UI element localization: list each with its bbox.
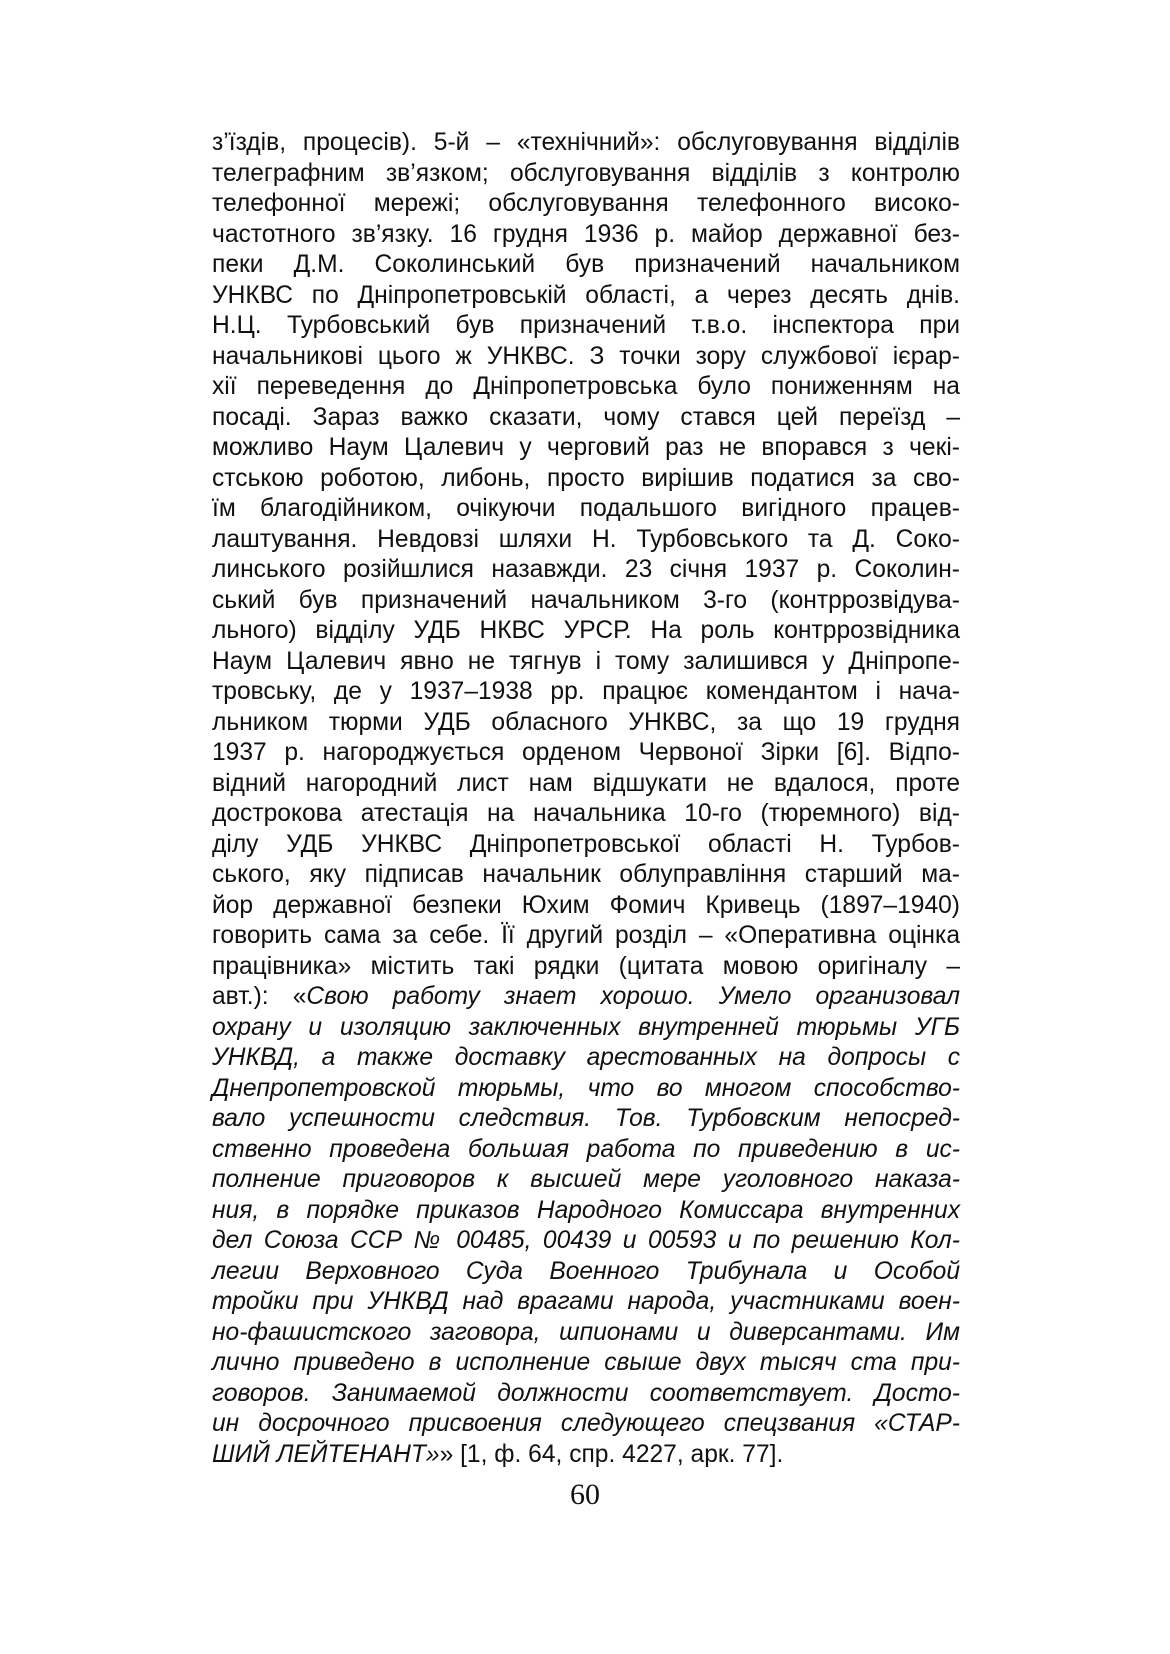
- text-line: [212, 769, 960, 800]
- line-text: » [1, ф. 64, спр. 4227, арк. 77].: [439, 1440, 784, 1468]
- line-text: ського, яку підписав начальник облуправління старший ма-: [212, 861, 960, 888]
- text-line: [212, 555, 960, 586]
- quoted-text: ственно проведена большая работа по приведению в ис-: [212, 1135, 960, 1163]
- text-line: [212, 1104, 960, 1135]
- text-line: [212, 799, 960, 830]
- body-text: [212, 128, 960, 1470]
- quoted-text: Днепропетровской тюрьмы, что во многом способство-: [212, 1074, 960, 1102]
- text-line: [212, 1348, 960, 1379]
- text-line: [212, 830, 960, 861]
- text-line: [212, 1287, 960, 1318]
- quoted-text: тройки при УНКВД над врагами народа, участниками воен-: [212, 1288, 960, 1315]
- line-text: працівника» містить такі рядки (цитата мовою оригіналу –: [212, 952, 960, 980]
- line-text: 1937 р. нагороджується орденом Червоної Зірки [6]. Відпо-: [212, 739, 960, 766]
- quoted-text: УНКВД, а также доставку арестованных на допросы с: [212, 1044, 960, 1071]
- line-text: авт.): «: [212, 983, 307, 1010]
- line-text: ділу УДБ УНКВС Дніпропетровської області Н. Турбов-: [212, 830, 960, 858]
- line-text: ський був призначений начальником 3-го (контррозвідува-: [212, 586, 960, 614]
- line-text: УНКВС по Дніпропетровській області, а через десять днів.: [212, 281, 960, 309]
- line-text: стською роботою, либонь, просто вирішив податися за сво-: [212, 464, 960, 492]
- text-line: [212, 1074, 960, 1105]
- text-line: [212, 464, 960, 495]
- line-text: линського розійшлися назавжди. 23 січня 1937 р. Соколин-: [212, 556, 960, 583]
- text-line: [212, 220, 960, 251]
- text-line: [212, 1135, 960, 1166]
- text-line: [212, 1318, 960, 1349]
- text-line: [212, 1043, 960, 1074]
- quoted-text: говоров. Занимаемой должности соответствует. Досто-: [212, 1379, 960, 1407]
- text-line: [212, 128, 960, 159]
- line-text: посаді. Зараз важко сказати, чому стався цей переїзд –: [212, 403, 960, 431]
- text-line: [212, 1196, 960, 1227]
- text-line: [212, 1257, 960, 1288]
- text-line: [212, 982, 960, 1013]
- text-line: [212, 525, 960, 556]
- line-text: з’їздів, процесів). 5-й – «технічний»: обслуговування відділів: [212, 129, 960, 156]
- line-text: льного) відділу УДБ НКВС УРСР. На роль контррозвідника: [212, 617, 960, 644]
- line-text: телефонної мережі; обслуговування телефонного високо-: [212, 190, 960, 217]
- line-text: частотного зв’язку. 16 грудня 1936 р. майор державної без-: [212, 220, 960, 248]
- line-text: Наум Цалевич явно не тягнув і тому залишився у Дніпропе-: [212, 647, 960, 675]
- quoted-text: ин досрочного присвоения следующего спецзвания «СТАР-: [212, 1410, 960, 1437]
- line-text: відний нагородний лист нам відшукати не вдалося, проте: [212, 769, 960, 797]
- text-line: [212, 1226, 960, 1257]
- text-line: [212, 189, 960, 220]
- quoted-text: лично приведено в исполнение свыше двух тысяч ста при-: [212, 1349, 960, 1376]
- text-line: [212, 1013, 960, 1044]
- quoted-text: ШИЙ ЛЕЙТЕНАНТ»: [212, 1440, 440, 1468]
- text-line: [212, 1165, 960, 1196]
- line-text: телеграфним зв’язком; обслуговування відділів з контролю: [212, 159, 960, 187]
- text-line: [212, 677, 960, 708]
- text-line: [212, 1409, 960, 1440]
- line-text: їм благодійником, очікуючи подальшого вигідного працев-: [212, 495, 960, 522]
- line-text: Н.Ц. Турбовський був призначений т.в.о. інспектора при: [212, 312, 960, 339]
- text-line: [212, 281, 960, 312]
- quoted-text: охрану и изоляцию заключенных внутренней тюрьмы УГБ: [212, 1013, 960, 1041]
- line-text: йор державної безпеки Юхим Фомич Кривець (1897–1940): [212, 891, 960, 919]
- line-text: льником тюрми УДБ обласного УНКВС, за що 19 грудня: [212, 708, 960, 736]
- line-text: пеки Д.М. Соколинський був призначений начальником: [212, 251, 960, 278]
- text-line: [212, 738, 960, 769]
- text-line: [212, 586, 960, 617]
- text-line: [212, 647, 960, 678]
- text-line: [212, 372, 960, 403]
- line-text: можливо Наум Цалевич у черговий раз не впорався з чекі-: [212, 434, 960, 461]
- quoted-text: дел Союза ССР № 00485, 00439 и 00593 и по решению Кол-: [212, 1227, 960, 1254]
- text-line: [212, 860, 960, 891]
- text-line: [212, 433, 960, 464]
- quoted-text: легии Верховного Суда Военного Трибунала и Особой: [212, 1257, 960, 1285]
- text-line: [212, 342, 960, 373]
- text-line: [212, 403, 960, 434]
- text-line: [212, 159, 960, 190]
- line-text: тровську, де у 1937–1938 рр. працює комендантом і нача-: [212, 678, 960, 705]
- line-text: хії переведення до Дніпропетровська було пониженням на: [212, 373, 960, 400]
- text-line: [212, 311, 960, 342]
- line-text: дострокова атестація на начальника 10-го (тюремного) від-: [212, 800, 960, 827]
- line-text: начальникові цього ж УНКВС. З точки зору службової ієрар-: [212, 342, 960, 370]
- text-line: [212, 616, 960, 647]
- text-line: [212, 708, 960, 739]
- quoted-text: полнение приговоров к высшей мере уголовного наказа-: [212, 1166, 960, 1193]
- quoted-text: но-фашистского заговора, шпионами и диверсантами. Им: [212, 1318, 960, 1346]
- quoted-text: Свою работу знает хорошо. Умело организовал: [306, 983, 960, 1010]
- quoted-text: вало успешности следствия. Тов. Турбовским непосред-: [212, 1105, 960, 1132]
- text-line: [212, 1440, 960, 1471]
- line-text: лаштування. Невдовзі шляхи Н. Турбовського та Д. Соко-: [212, 525, 960, 553]
- text-line: [212, 921, 960, 952]
- text-line: [212, 891, 960, 922]
- page-number: 60: [570, 1478, 600, 1511]
- text-line: [212, 250, 960, 281]
- quoted-text: ния, в порядке приказов Народного Комиссара внутренних: [212, 1196, 960, 1224]
- text-line: [212, 494, 960, 525]
- text-line: [212, 952, 960, 983]
- line-text: говорить сама за себе. Її другий розділ – «Оперативна оцінка: [212, 922, 960, 949]
- text-line: [212, 1379, 960, 1410]
